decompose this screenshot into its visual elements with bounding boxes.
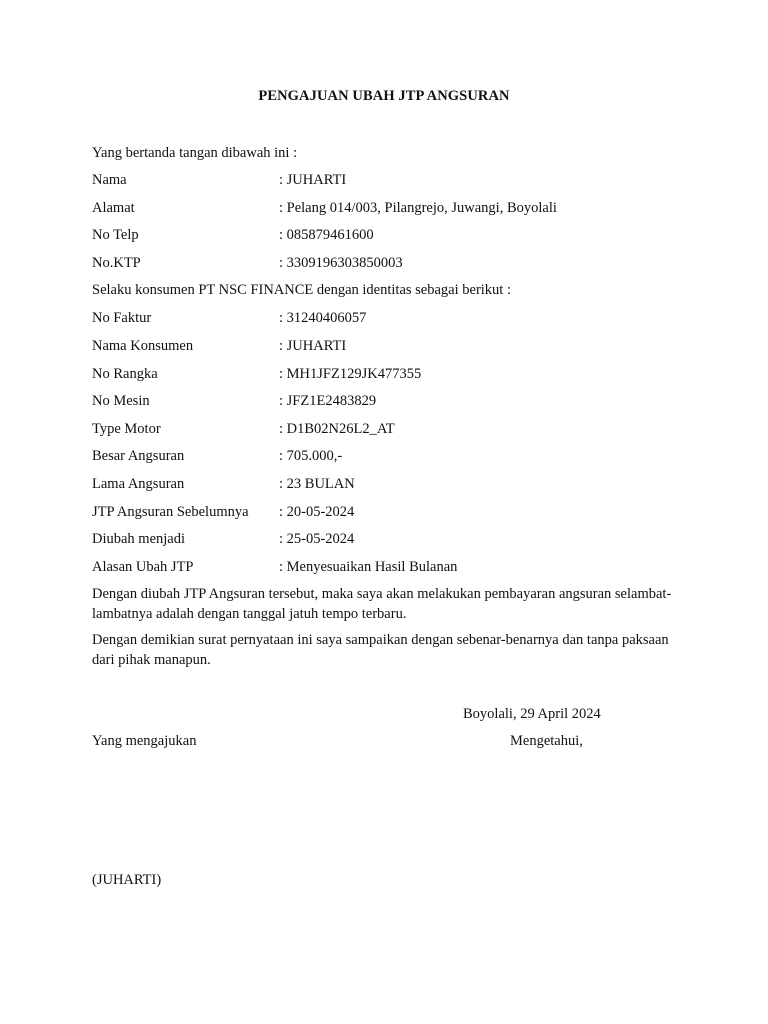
field-label-alasan-ubah-jtp: Alasan Ubah JTP	[92, 559, 194, 575]
field-value-no-rangka: : MH1JFZ129JK477355	[279, 366, 422, 382]
field-label-diubah-menjadi: Diubah menjadi	[92, 531, 186, 547]
field-value-lama-angsuran: : 23 BULAN	[279, 476, 355, 492]
field-label-no-ktp: No.KTP	[92, 255, 141, 271]
field-value-besar-angsuran: : 705.000,-	[279, 448, 343, 464]
field-label-no-mesin: No Mesin	[92, 393, 150, 409]
document-title: PENGAJUAN UBAH JTP ANGSURAN	[258, 88, 510, 104]
field-value-no-ktp: : 3309196303850003	[279, 255, 403, 271]
field-value-type-motor: : D1B02N26L2_AT	[279, 421, 395, 437]
field-value-nama-konsumen: : JUHARTI	[279, 338, 347, 354]
field-label-besar-angsuran: Besar Angsuran	[92, 448, 185, 464]
field-label-no-faktur: No Faktur	[92, 310, 152, 326]
field-label-alamat: Alamat	[92, 200, 135, 216]
place-date: Boyolali, 29 April 2024	[463, 706, 601, 722]
right-signatory-label: Mengetahui,	[510, 733, 583, 749]
field-label-nama-konsumen: Nama Konsumen	[92, 338, 194, 354]
field-value-alamat: : Pelang 014/003, Pilangrejo, Juwangi, Boyolali	[279, 200, 557, 216]
field-label-no-telp: No Telp	[92, 227, 139, 243]
field-value-diubah-menjadi: : 25-05-2024	[279, 531, 355, 547]
field-label-type-motor: Type Motor	[92, 421, 161, 437]
field-value-nama: : JUHARTI	[279, 172, 347, 188]
field-label-jtp-sebelumnya: JTP Angsuran Sebelumnya	[92, 504, 249, 520]
field-label-lama-angsuran: Lama Angsuran	[92, 476, 185, 492]
field-value-no-faktur: : 31240406057	[279, 310, 367, 326]
field-value-no-mesin: : JFZ1E2483829	[279, 393, 377, 409]
field-value-alasan-ubah-jtp: : Menyesuaikan Hasil Bulanan	[279, 559, 458, 575]
field-value-jtp-sebelumnya: : 20-05-2024	[279, 504, 355, 520]
payment-commitment-paragraph: Dengan diubah JTP Angsuran tersebut, maka saya akan melakukan pembayaran angsuran selambat-lambatnya adalah dengan tanggal jatuh tempo terbaru.	[92, 586, 672, 622]
left-signatory-name: (JUHARTI)	[92, 872, 162, 888]
field-label-no-rangka: No Rangka	[92, 366, 158, 382]
consumer-intro-text: Selaku konsumen PT NSC FINANCE dengan identitas sebagai berikut :	[92, 282, 511, 298]
field-value-no-telp: : 085879461600	[279, 227, 374, 243]
left-signatory-label: Yang mengajukan	[92, 733, 197, 749]
field-label-nama: Nama	[92, 172, 127, 188]
closing-paragraph: Dengan demikian surat pernyataan ini saya sampaikan dengan sebenar-benarnya dan tanpa paksaan dari pihak manapun.	[92, 632, 669, 668]
intro-text: Yang bertanda tangan dibawah ini :	[92, 145, 298, 161]
